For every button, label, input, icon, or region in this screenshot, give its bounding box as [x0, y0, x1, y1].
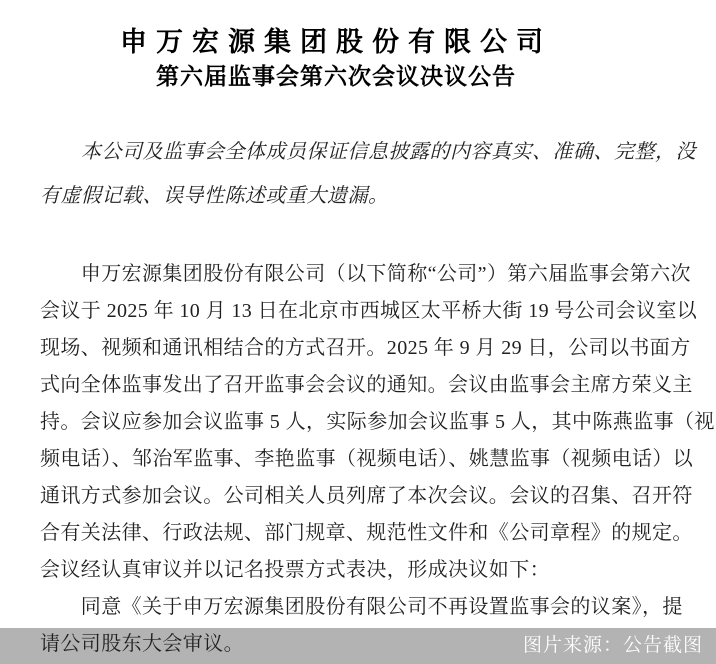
- disclaimer-line: 本公司及监事会全体成员保证信息披露的内容真实、准确、完整，没: [40, 141, 696, 163]
- body-line: 持。会议应参加会议监事 5 人，实际参加会议监事 5 人，其中陈燕监事（视: [40, 411, 715, 433]
- body-line: 合有关法律、行政法规、部门规章、规范性文件和《公司章程》的规定。: [40, 522, 693, 544]
- body-line: 同意《关于申万宏源集团股份有限公司不再设置监事会的议案》，提: [40, 596, 683, 618]
- body-line: 会议经认真审议并以记名投票方式表决，形成决议如下：: [40, 559, 550, 581]
- disclaimer-paragraph: [40, 130, 696, 218]
- body-line: 通讯方式参加会议。公司相关人员列席了本次会议。会议的召集、召开符: [40, 485, 693, 507]
- body-line: 申万宏源集团股份有限公司（以下简称“公司”）第六届监事会第六次: [40, 263, 691, 285]
- image-source-label: 图片来源：公告截图: [522, 635, 703, 656]
- body-line: 请公司股东大会审议。: [40, 633, 244, 655]
- body-line: 会议于 2025 年 10 月 13 日在北京市西城区太平桥大街 19 号公司会议室以: [40, 300, 698, 322]
- body-line: 现场、视频和通讯相结合的方式召开。2025 年 9 月 29 日，公司以书面方: [40, 337, 691, 359]
- document-header: [0, 26, 716, 90]
- meeting-resolution-subtitle: 第六届监事会第六次会议决议公告: [156, 63, 516, 89]
- body-line: 频电话）、邹治军监事、李艳监事（视频电话）、姚慧监事（视频电话）以: [40, 448, 694, 470]
- disclaimer-line: 有虚假记载、误导性陈述或重大遗漏。: [40, 185, 389, 207]
- body-line: 式向全体监事发出了召开监事会会议的通知。会议由监事会主席方荣义主: [40, 374, 693, 396]
- company-name-title: 申万宏源集团股份有限公司: [120, 27, 552, 57]
- body-paragraphs: [40, 256, 715, 663]
